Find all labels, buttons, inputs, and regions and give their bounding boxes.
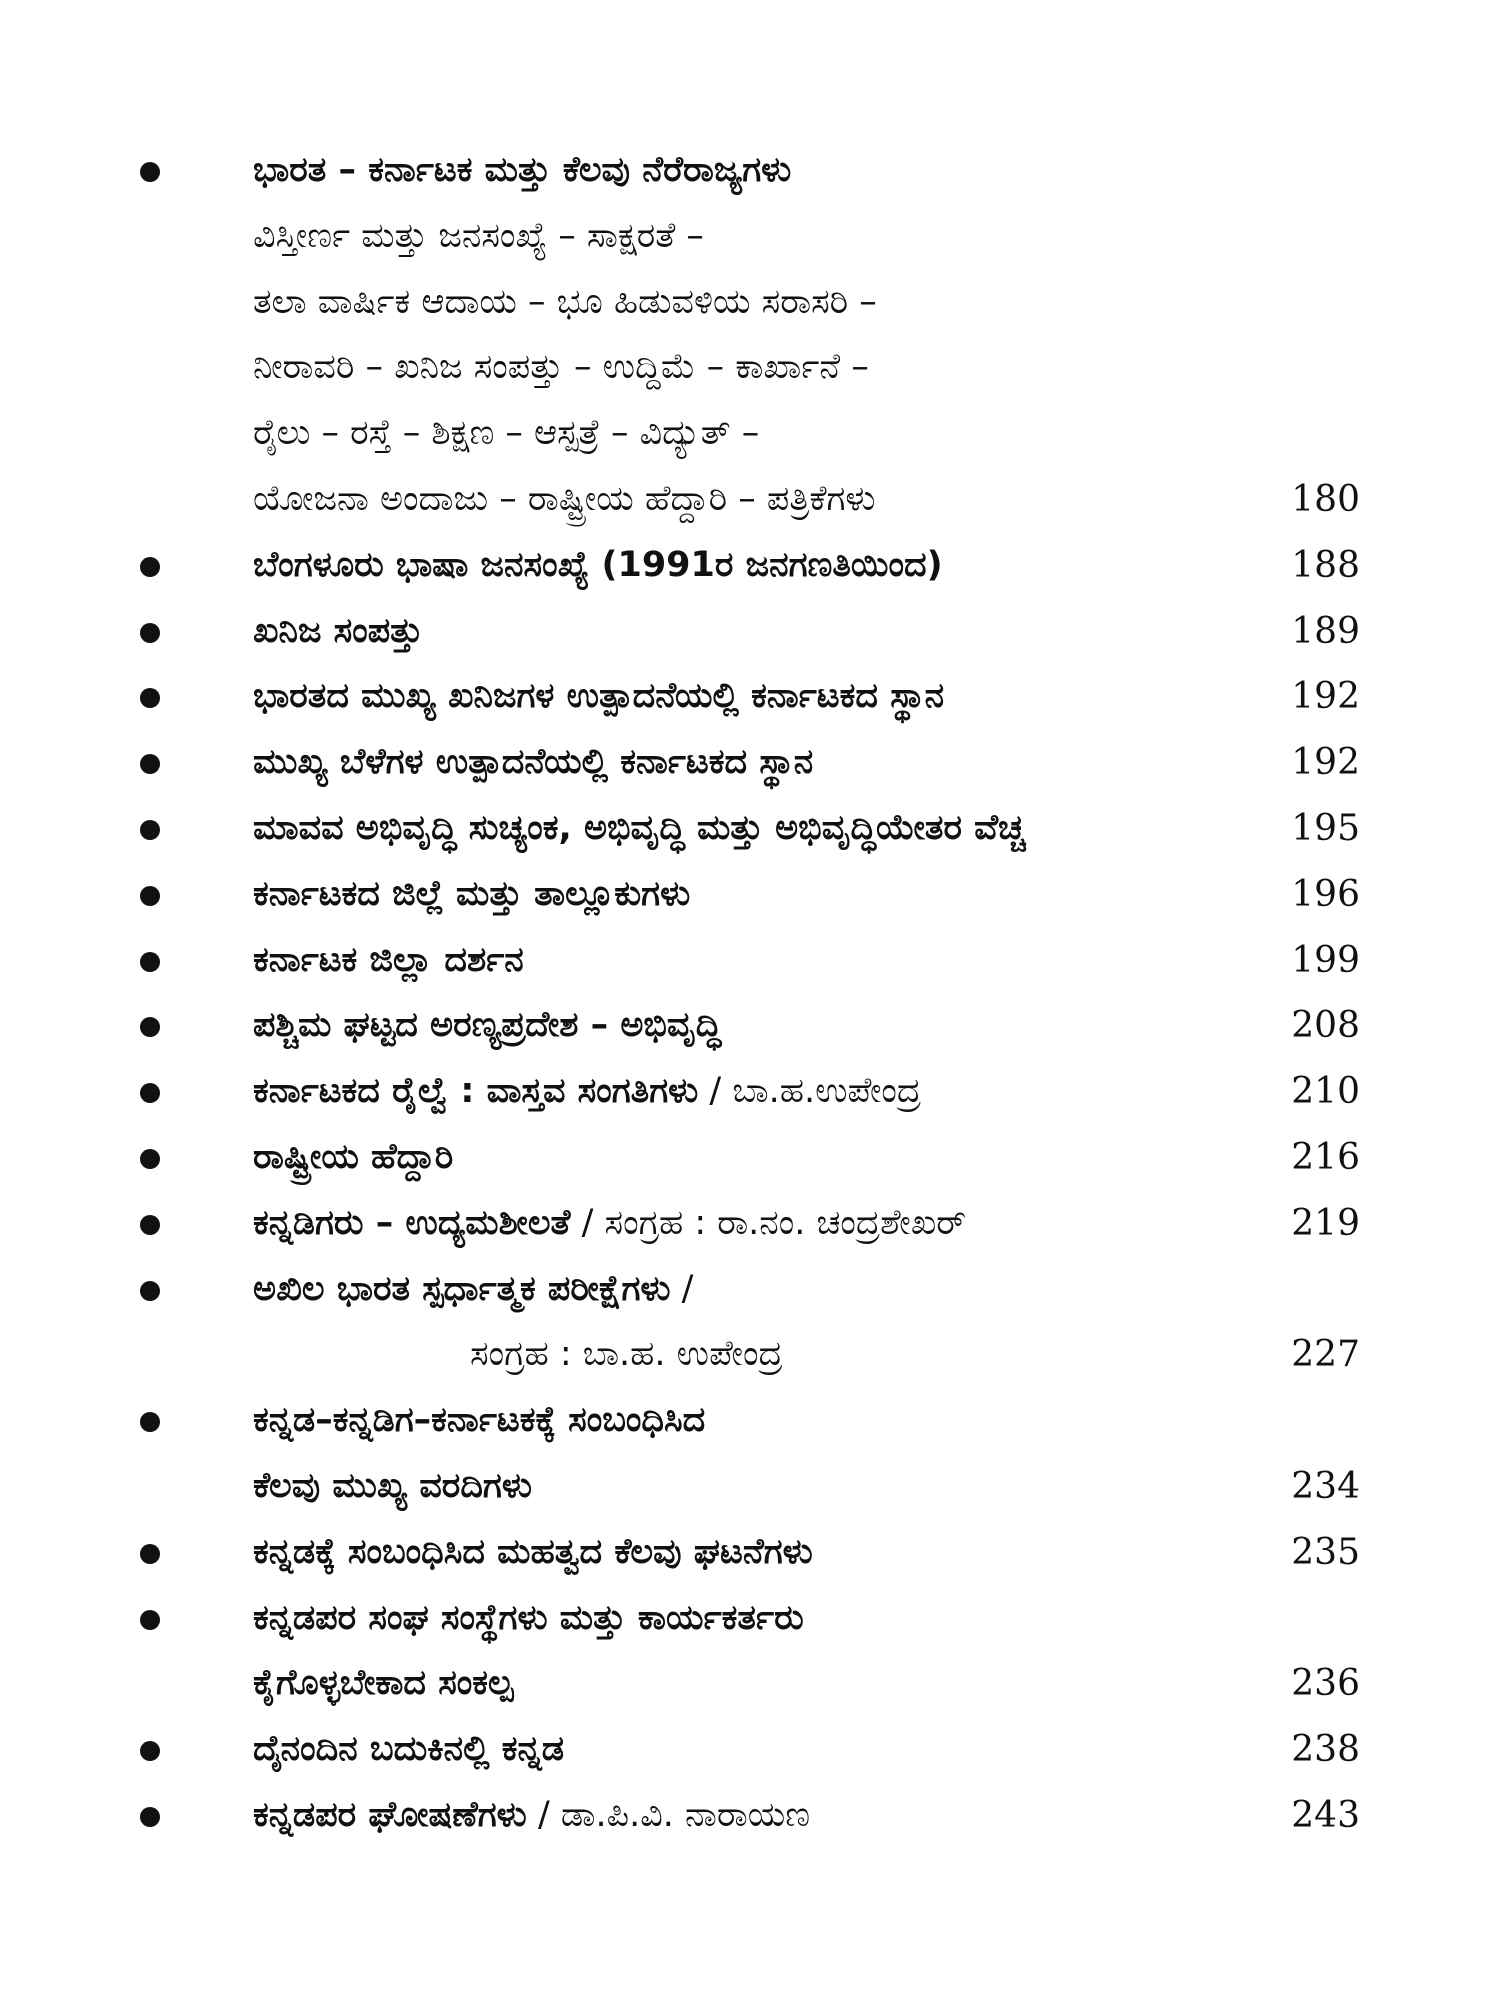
entry-subtitle-text: / ಡಾ.ಪಿ.ವಿ. ನಾರಾಯಣ: [526, 1794, 811, 1835]
page-number: 235: [1291, 1531, 1360, 1573]
toc-entry-line: [0, 1586, 1500, 1652]
bullet-icon: [140, 952, 160, 972]
toc-entry-line: [0, 1454, 1500, 1520]
entry-title-text: ಅಖಿಲ ಭಾರತ ಸ್ಪರ್ಧಾತ್ಮಕ ಪರೀಕ್ಷೆಗಳು: [253, 1268, 671, 1309]
toc-entry-line: [0, 1191, 1500, 1257]
table-of-contents: [0, 138, 1500, 1849]
entry-title-text: ಕರ್ನಾಟಕ ಜಿಲ್ಲಾ ದರ್ಶನ: [253, 939, 524, 980]
toc-entry: [0, 599, 1500, 665]
bullet-icon: [140, 1083, 160, 1103]
entry-subtitle-text: ತಲಾ ವಾರ್ಷಿಕ ಆದಾಯ – ಭೂ ಹಿಡುವಳಿಯ ಸರಾಸರಿ –: [253, 281, 877, 322]
entry-subtitle-text: ರೈಲು – ರಸ್ತೆ – ಶಿಕ್ಷಣ – ಆಸ್ಪತ್ರೆ – ವಿದ್ಯುತ್ –: [253, 413, 760, 454]
bullet-icon: [140, 1281, 160, 1301]
bullet-icon: [140, 557, 160, 577]
toc-entry: [0, 533, 1500, 599]
toc-entry-line: [0, 1651, 1500, 1717]
bullet-icon: [140, 1807, 160, 1827]
toc-entry-title: [253, 1651, 513, 1717]
entry-title-text: ಕೈಗೊಳ್ಳಬೇಕಾದ ಸಂಕಲ್ಪ: [253, 1663, 514, 1704]
toc-entry-title: [253, 533, 943, 599]
entry-title-text: ರಾಷ್ಟ್ರೀಯ ಹೆದ್ದಾರಿ: [253, 1136, 454, 1177]
toc-entry: [0, 1520, 1500, 1586]
bullet-icon: [140, 162, 160, 182]
entry-title-text: ಪಶ್ಚಿಮ ಘಟ್ಟದ ಅರಣ್ಯಪ್ರದೇಶ – ಅಭಿವೃದ್ಧಿ: [253, 1005, 722, 1046]
page-number: 234: [1291, 1465, 1360, 1507]
toc-entry: [0, 1783, 1500, 1849]
toc-entry-title: [253, 796, 1025, 862]
entry-title-text: ಕರ್ನಾಟಕದ ರೈಲ್ವೆ : ವಾಸ್ತವ ಸಂಗತಿಗಳು: [253, 1071, 699, 1112]
toc-entry-title: [253, 1388, 705, 1454]
toc-entry-title: [470, 1322, 783, 1388]
page-number: 180: [1291, 478, 1360, 520]
page-number: 189: [1291, 610, 1360, 652]
page-number: 219: [1291, 1202, 1360, 1244]
entry-subtitle-text: ನೀರಾವರಿ – ಖನಿಜ ಸಂಪತ್ತು – ಉದ್ದಿಮೆ – ಕಾರ್ಖಾನೆ –: [253, 347, 869, 388]
toc-entry-line: [0, 533, 1500, 599]
page-number: 227: [1291, 1334, 1360, 1376]
toc-entry-title: [253, 730, 813, 796]
toc-entry-line: [0, 796, 1500, 862]
toc-entry-title: [253, 1454, 532, 1520]
entry-title-text: ಕನ್ನಡಿಗರು – ಉದ್ಯಮಶೀಲತೆ: [253, 1202, 571, 1243]
entry-subtitle-text: / ಸಂಗ್ರಹ : ರಾ.ನಂ. ಚಂದ್ರಶೇಖರ್: [570, 1202, 967, 1243]
entry-title-text: ಮಾವವ ಅಭಿವೃದ್ಧಿ ಸುಚ್ಯಂಕ, ಅಭಿವೃದ್ಧಿ ಮತ್ತು ಅಭಿವೃದ್ಧಿಯೇತರ ವೆಚ್ಚ: [253, 807, 1026, 848]
toc-entry: [0, 993, 1500, 1059]
toc-entry-line: [0, 1388, 1500, 1454]
toc-entry-line: [0, 138, 1500, 204]
bullet-icon: [140, 1215, 160, 1235]
bullet-icon: [140, 886, 160, 906]
toc-entry-title: [253, 664, 944, 730]
toc-entry: [0, 730, 1500, 796]
entry-title-text: ಕನ್ನಡಕ್ಕೆ ಸಂಬಂಧಿಸಿದ ಮಹತ್ವದ ಕೆಲವು ಘಟನೆಗಳು: [253, 1531, 813, 1572]
page-number: 188: [1291, 544, 1360, 586]
toc-entry-line: [0, 928, 1500, 994]
page-number: 238: [1291, 1729, 1360, 1771]
entry-title-text: ದೈನಂದಿನ ಬದುಕಿನಲ್ಲಿ ಕನ್ನಡ: [253, 1729, 565, 1770]
page-number: 243: [1291, 1794, 1360, 1836]
toc-entry-title: [253, 993, 721, 1059]
toc-entry: [0, 664, 1500, 730]
toc-entry-title: [253, 1520, 813, 1586]
entry-subtitle-text: /: [670, 1268, 694, 1309]
toc-entry: [0, 1257, 1500, 1389]
toc-entry: [0, 1191, 1500, 1257]
toc-entry-line: [0, 862, 1500, 928]
toc-entry: [0, 1059, 1500, 1125]
toc-entry-line: [0, 1783, 1500, 1849]
toc-entry: [0, 928, 1500, 994]
page-number: 208: [1291, 1005, 1360, 1047]
toc-entry: [0, 1388, 1500, 1520]
bullet-icon: [140, 1741, 160, 1761]
bullet-icon: [140, 754, 160, 774]
toc-entry-title: [253, 138, 791, 204]
entry-subtitle-text: ಯೋಜನಾ ಅಂದಾಜು – ರಾಷ್ಟ್ರೀಯ ಹೆದ್ದಾರಿ – ಪತ್ರಿಕೆಗಳು: [253, 478, 876, 519]
bullet-icon: [140, 1412, 160, 1432]
toc-entry-line: [0, 993, 1500, 1059]
toc-entry-line: [0, 730, 1500, 796]
bullet-icon: [140, 1149, 160, 1169]
page-number: 195: [1291, 807, 1360, 849]
toc-entry-title: [253, 1783, 810, 1849]
entry-title-text: ಭಾರತ – ಕರ್ನಾಟಕ ಮತ್ತು ಕೆಲವು ನೆರೆರಾಜ್ಯಗಳು: [253, 150, 792, 190]
toc-entry: [0, 1125, 1500, 1191]
entry-title-text: ಕನ್ನಡ–ಕನ್ನಡಿಗ–ಕರ್ನಾಟಕಕ್ಕೆ ಸಂಬಂಧಿಸಿದ: [253, 1400, 706, 1441]
toc-entry-title: [253, 1191, 966, 1257]
toc-entry-line: [0, 599, 1500, 665]
toc-entry-line: [0, 467, 1500, 533]
toc-entry-title: [253, 928, 524, 994]
toc-entry: [0, 138, 1500, 533]
bullet-icon: [140, 1017, 160, 1037]
toc-entry-title: [253, 335, 869, 401]
toc-entry-title: [253, 1059, 921, 1125]
toc-entry-title: [253, 270, 877, 336]
toc-entry-title: [253, 1257, 693, 1323]
toc-entry-line: [0, 335, 1500, 401]
page-number: 192: [1291, 676, 1360, 718]
entry-title-text: ಖನಿಜ ಸಂಪತ್ತು: [253, 610, 423, 651]
entry-title-text: ಕೆಲವು ಮುಖ್ಯ ವರದಿಗಳು: [253, 1465, 532, 1506]
bullet-icon: [140, 1610, 160, 1630]
toc-entry: [0, 796, 1500, 862]
entry-title-text: ಭಾರತದ ಮುಖ್ಯ ಖನಿಜಗಳ ಉತ್ಪಾದನೆಯಲ್ಲಿ ಕರ್ನಾಟಕದ ಸ್ಥಾನ: [253, 676, 945, 717]
toc-entry-line: [0, 1257, 1500, 1323]
entry-subtitle-text: ವಿಸ್ತೀರ್ಣ ಮತ್ತು ಜನಸಂಖ್ಯೆ – ಸಾಕ್ಷರತೆ –: [253, 215, 704, 256]
bullet-icon: [140, 688, 160, 708]
toc-entry-title: [253, 1586, 804, 1652]
bullet-icon: [140, 623, 160, 643]
entry-title-text: ಮುಖ್ಯ ಬೆಳೆಗಳ ಉತ್ಪಾದನೆಯಲ್ಲಿ ಕರ್ನಾಟಕದ ಸ್ಥಾನ: [253, 742, 814, 783]
page-number: 199: [1291, 939, 1360, 981]
toc-entry-line: [0, 1322, 1500, 1388]
toc-entry: [0, 862, 1500, 928]
toc-entry-line: [0, 1125, 1500, 1191]
page-number: 192: [1291, 742, 1360, 784]
toc-entry-line: [0, 1059, 1500, 1125]
toc-entry-line: [0, 1520, 1500, 1586]
page-number: 210: [1291, 1071, 1360, 1113]
bullet-icon: [140, 820, 160, 840]
entry-title-text: ಕರ್ನಾಟಕದ ಜಿಲ್ಲೆ ಮತ್ತು ತಾಲ್ಲೂಕುಗಳು: [253, 873, 691, 914]
toc-entry: [0, 1717, 1500, 1783]
entry-subtitle-text: / ಬಾ.ಹ.ಉಪೇಂದ್ರ: [698, 1071, 922, 1112]
entry-title-text: ಕನ್ನಡಪರ ಸಂಘ ಸಂಸ್ಥೆಗಳು ಮತ್ತು ಕಾರ್ಯಕರ್ತರು: [253, 1597, 804, 1638]
page-number: 216: [1291, 1136, 1360, 1178]
toc-entry: [0, 1586, 1500, 1718]
bullet-icon: [140, 1544, 160, 1564]
toc-entry-line: [0, 204, 1500, 270]
toc-entry-title: [253, 467, 876, 533]
toc-entry-title: [253, 401, 759, 467]
entry-title-text: ಬೆಂಗಳೂರು ಭಾಷಾ ಜನಸಂಖ್ಯೆ (1991ರ ಜನಗಣತಿಯಿಂದ): [253, 544, 943, 585]
toc-entry-line: [0, 664, 1500, 730]
page-number: 236: [1291, 1663, 1360, 1705]
toc-entry-line: [0, 401, 1500, 467]
toc-entry-title: [253, 1125, 453, 1191]
toc-entry-title: [253, 599, 423, 665]
toc-entry-title: [253, 862, 690, 928]
entry-title-text: ಕನ್ನಡಪರ ಘೋಷಣೆಗಳು: [253, 1794, 527, 1835]
entry-subtitle-text: ಸಂಗ್ರಹ : ಬಾ.ಹ. ಉಪೇಂದ್ರ: [470, 1334, 783, 1375]
toc-entry-line: [0, 1717, 1500, 1783]
page-number: 196: [1291, 873, 1360, 915]
toc-entry-line: [0, 270, 1500, 336]
toc-entry-title: [253, 1717, 564, 1783]
toc-entry-title: [253, 204, 704, 270]
